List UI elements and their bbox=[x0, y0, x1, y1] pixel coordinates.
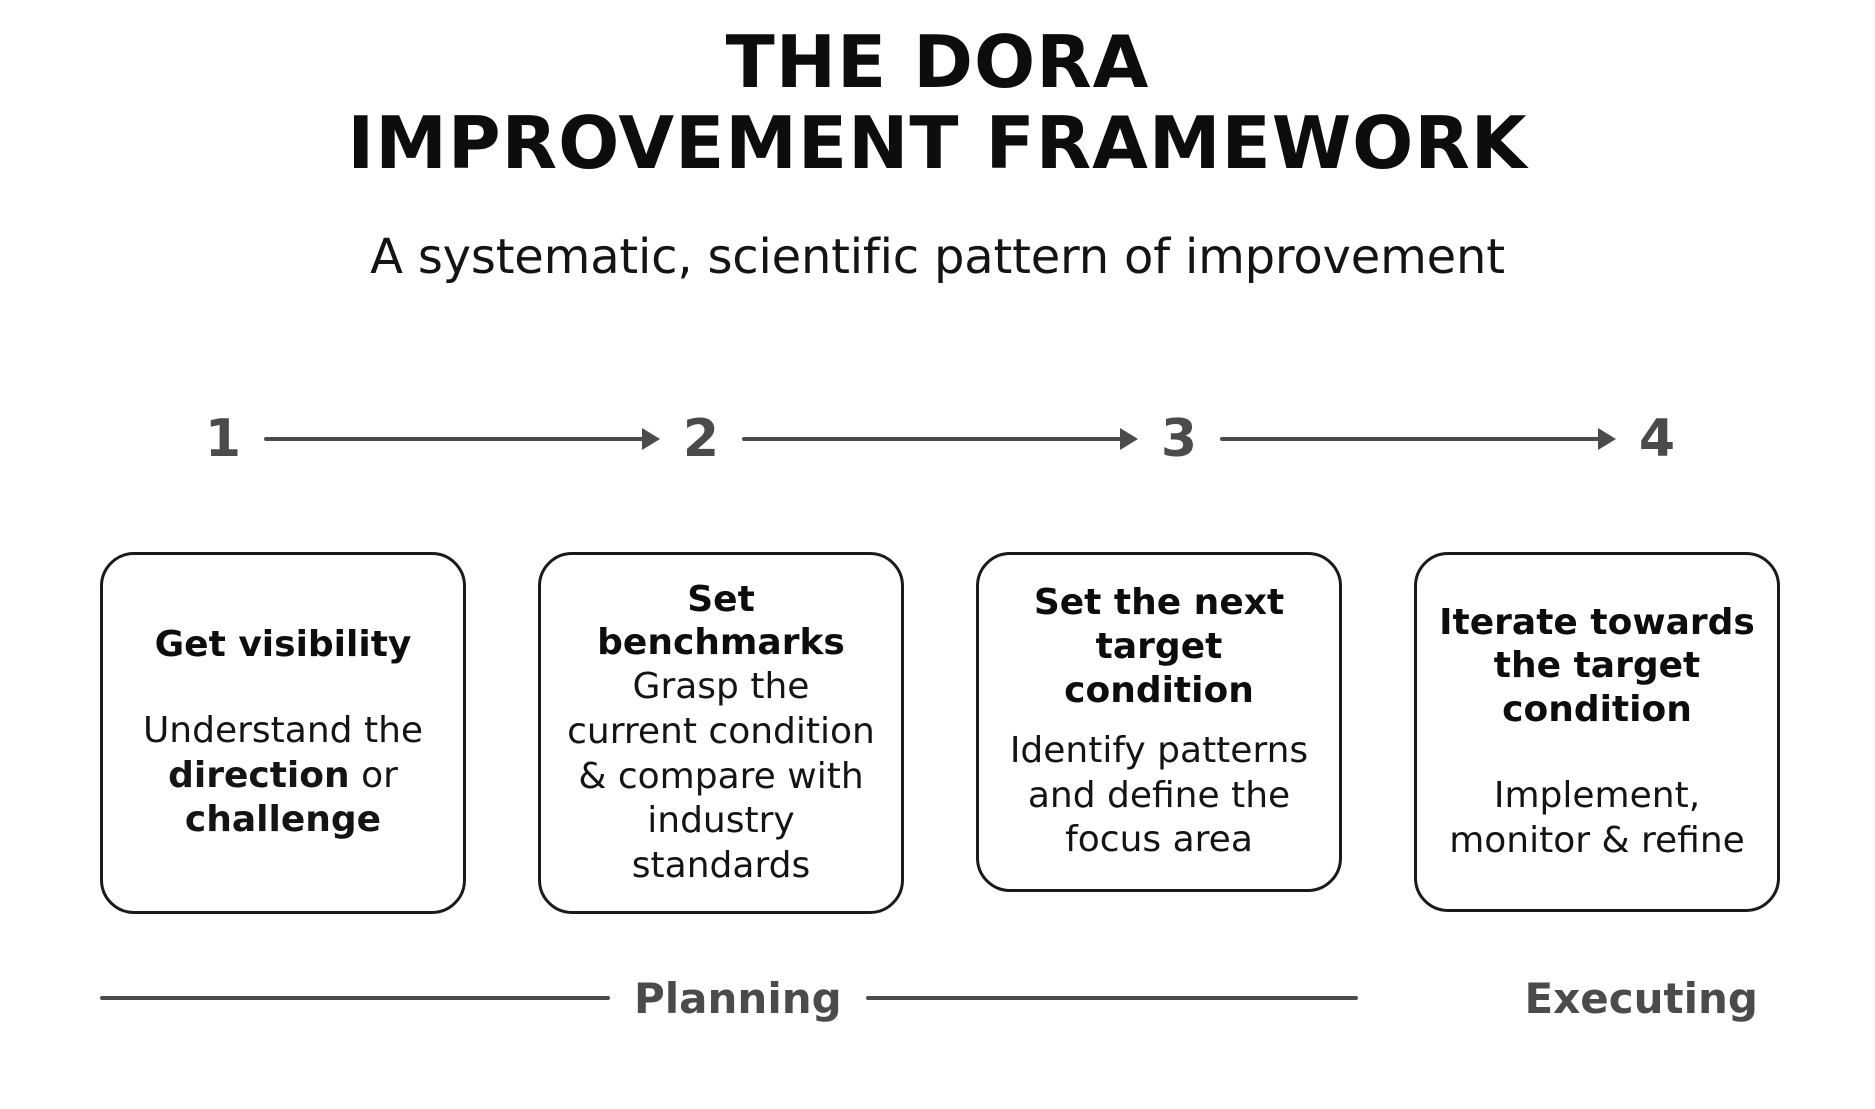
step-card-2 bbox=[538, 552, 904, 914]
step-card-1-body-bold-1: direction bbox=[168, 754, 350, 796]
phase-line-left bbox=[100, 996, 610, 1000]
phase-line-right bbox=[866, 996, 1358, 1000]
phase-label-planning: Planning bbox=[634, 973, 842, 1023]
step-card-1-title: Get visibility bbox=[154, 624, 412, 666]
phase-row bbox=[100, 968, 1780, 1028]
step-card-3 bbox=[976, 552, 1342, 892]
step-number-2: 2 bbox=[682, 409, 720, 469]
step-number-1: 1 bbox=[204, 409, 242, 469]
step-card-3-title: Set the next target condition bbox=[1033, 582, 1285, 711]
arrow-right-icon-1 bbox=[264, 428, 660, 450]
arrow-right-icon-2 bbox=[742, 428, 1138, 450]
arrow-right-icon-3 bbox=[1220, 428, 1616, 450]
title-block bbox=[0, 0, 1875, 285]
page-subtitle: A systematic, scientific pattern of improvement bbox=[370, 229, 1505, 286]
step-card-1-body-bold-2: challenge bbox=[184, 799, 382, 841]
step-card-1 bbox=[100, 552, 466, 914]
page-title-line-2: IMPROVEMENT FRAMEWORK bbox=[347, 100, 1528, 185]
step-card-3-body: Identify patterns and define the focus area bbox=[1009, 730, 1309, 861]
step-card-1-body-mid: or bbox=[349, 754, 398, 796]
step-card-4-body: Implement, monitor & refine bbox=[1449, 775, 1745, 861]
step-number-3: 3 bbox=[1160, 409, 1198, 469]
step-cards-row bbox=[100, 552, 1780, 914]
page-title-line-1: THE DORA bbox=[725, 20, 1150, 104]
step-card-4-title: Iterate towards the target condition bbox=[1439, 601, 1755, 731]
step-card-1-body-pre: Understand the bbox=[142, 710, 424, 752]
phase-label-executing: Executing bbox=[1524, 973, 1758, 1023]
step-card-1-body bbox=[125, 709, 441, 843]
step-card-2-body: Grasp the current condition & compare with industry standards bbox=[567, 666, 875, 886]
step-number-row bbox=[200, 406, 1680, 472]
step-card-2-title: Set benchmarks bbox=[597, 578, 845, 664]
step-card-4 bbox=[1414, 552, 1780, 912]
step-number-4: 4 bbox=[1638, 409, 1676, 469]
